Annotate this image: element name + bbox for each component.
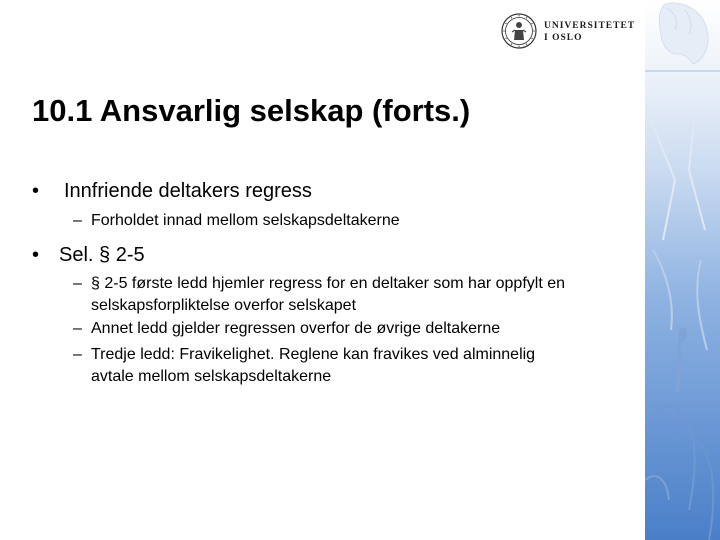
sub-bullet-marker: – <box>73 212 82 229</box>
sub-bullet-line: Tredje ledd: Fravikelighet. Reglene kan fravikes ved alminnelig <box>91 346 536 363</box>
sidebar-artwork <box>645 0 720 540</box>
bullet-text-sel-2-5: Sel. § 2-5 <box>59 244 145 266</box>
university-name-line1: UNIVERSITETET <box>544 21 636 31</box>
sub-bullet-line: § 2-5 første ledd hjemler regress for en deltaker som har oppfylt en <box>91 275 565 292</box>
sub-bullet-text-forholdet: Forholdet innad mellom selskapsdeltakerne <box>91 212 400 229</box>
bullet-marker: • <box>32 244 40 266</box>
decorative-sidebar-image <box>645 0 720 540</box>
sub-bullet-marker: – <box>73 275 82 292</box>
sub-bullet-marker: – <box>73 346 82 363</box>
sub-bullet-line: selskapsforpliktelse overfor selskapet <box>91 297 357 314</box>
sub-bullet-marker: – <box>73 320 82 337</box>
sub-bullet-text-annet-ledd: Annet ledd gjelder regressen overfor de øvrige deltakerne <box>91 320 501 337</box>
slide-title: 10.1 Ansvarlig selskap (forts.) <box>32 93 471 128</box>
bullet-marker: • <box>32 180 40 202</box>
sub-bullet-text-forste-ledd <box>91 273 565 317</box>
bullet-text-innfriende: Innfriende deltakers regress <box>64 180 312 202</box>
sub-bullet-text-tredje-ledd <box>91 344 535 388</box>
sub-bullet-line: avtale mellom selskapsdeltakerne <box>91 368 332 385</box>
university-name-line2: I OSLO <box>544 33 583 43</box>
